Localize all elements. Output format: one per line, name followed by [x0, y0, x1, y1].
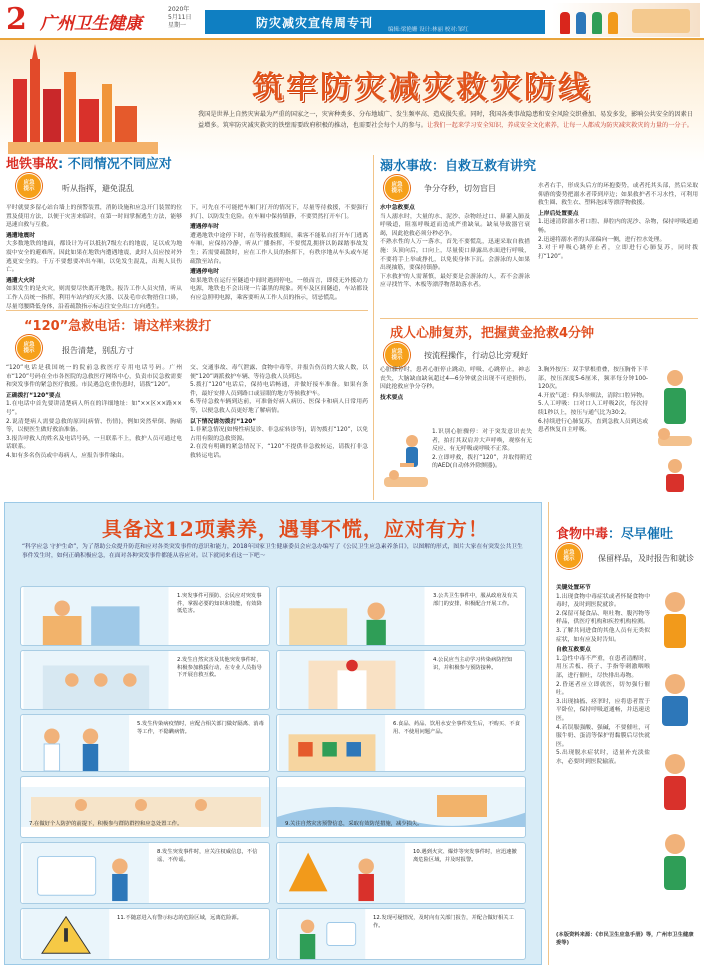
header-emblem — [552, 3, 700, 37]
drowning-p7: 3.对于呼吸心跳停止者，立即进行心肺复苏，同时拨打“120”。 — [538, 245, 698, 260]
subway-title-rest: : 不同情况不同应对 — [58, 157, 172, 172]
poster-card-12 — [276, 908, 526, 960]
emergency120-column-1 — [6, 364, 182, 461]
subway-column-2 — [190, 204, 368, 303]
emergency120-p6: 2.在没有明确的紧急情况下，“120”不提供非急救转运，请拨打非急救转运电话。 — [190, 444, 368, 459]
poster-card-11 — [20, 908, 270, 960]
poster-card-10 — [276, 842, 526, 904]
drowning-p2: 不熟水性的人万一落水，首先不要慌乱，迅速采取自救措施：头顶向后，口向上，尽量使口鼻露出水面进行呼吸，不要将手上举或挣扎，以免使身体下沉。会游泳的人如果出现抽筋，要保持镇静。 — [380, 239, 530, 272]
poster-intro: “科学应急 守护生命”，为了帮助公众提升防范和应对各类突发事件的意识和能力，2018年国家卫生健康委员会应急办编写了《公民卫生应急素养条目》，以图解的形式，图片大家在有突发公共卫生事件发生时，如何正确积极应急，在面对各种突发事件都能从容应对。以下就同来看这一下吧～ — [22, 544, 523, 559]
cpr-l6: 6.持续进行心肺复苏，直到急救人员到达或患者恢复自主呼吸。 — [538, 418, 648, 434]
poster-card-4 — [276, 650, 526, 710]
emergency120-l2: 2.说清楚病人需要急救的原因(病情、伤情)，例如突然晕倒、胸痛等，以便医生做好救治准备。 — [6, 418, 182, 434]
cpr-p1: 心脏骤停时，患者心脏停止跳动，呼吸、心跳停止，神志丧失，大脑缺血缺氧超过4—6分钟就会出现不可逆损伤，因此抢救应争分夺秒。 — [380, 367, 530, 391]
card-illustration-icon — [21, 651, 171, 709]
ambulance-icon — [632, 9, 690, 33]
drowning-title: 溺水事故：自救互救有讲究 — [380, 159, 537, 174]
food-h1: 关键处置环节 — [556, 585, 591, 591]
cpr-l5: 5.人工呼吸：口对口人工呼吸2次，每次持续1秒以上，按压与通气比为30:2。 — [538, 401, 648, 416]
emergency120-l4: 4.如有多名伤员或中毒病人，应报告事件缘由。 — [6, 452, 128, 459]
card-illustration-icon — [21, 843, 151, 903]
card-text-1: 1.突发事件可预防、公民应对突发事件，掌握必要的知识和技能，有效降低危害。 — [177, 593, 262, 614]
card-illustration-icon — [277, 909, 367, 959]
card-illustration-icon — [21, 715, 131, 771]
subway-title-red: 地铁事故 — [6, 157, 59, 172]
cpr-illustration — [384, 425, 428, 495]
intro-main: 我国是世界上自然灾害最为严重的国家之一，灾害种类多、分布地域广、发生频率高、造成损失重。同时，我国各类事故隐患和安全风险交织叠加、易发多发，影响公共安全的因素日益增多。筑牢防灾减灾救灾的铁壁需要政府积极的推动，也需要社会每个人的参与。 — [198, 111, 693, 129]
card-text-9: 9.关注自然灾害预警信息，采取有效防范措施，减少损失。 — [285, 821, 423, 827]
card-text-2: 2.发生自然灾害及其他突发事件时，积极参加救援行动，在专业人员指导下开展自救互救。 — [177, 657, 262, 678]
food-p8: 5.出现脱水症状时，适量补充淡盐水，必要时到医院输液。 — [556, 750, 650, 765]
food-p5: 2.昏迷者应立即就医，切勿强行催吐。 — [556, 681, 650, 697]
emergency120-h1: 正确拨打“120”要点 — [6, 392, 61, 399]
food-title — [556, 523, 673, 542]
subway-p6: 如果地铁在运行至隧道中间时遇到停电，一般而言，即使无外援动力电源，地铁也不会出现一片漆黑的现象。列车及区间隧道，车站都设有应急照明电源，乘客要听从工作人员的指示，切忌慌乱。 — [190, 277, 368, 301]
cpr-column-2 — [538, 366, 648, 435]
food-title-red: 食物中毒 — [556, 527, 609, 542]
subway-p5: 遭遇地铁中途停下时，在等待救援期间，乘客不能私自打开车门逃离车厢，应保持冷静，听从广播指挥，不要慌乱拥挤以防踩踏事故发生；若需要疏散时，应在工作人员的指挥下，有秩序地从车头或车尾疏散至站台。 — [190, 232, 368, 265]
cpr-steps-1 — [432, 428, 532, 471]
banner-intro — [198, 110, 696, 131]
card-illustration-icon — [277, 651, 427, 709]
card-text-11: 11.不随意进入有警示标志的危险区域，远离危险源。 — [117, 915, 242, 921]
subway-h1: 遇遭地震时 — [6, 232, 35, 239]
poster-card-7 — [20, 776, 270, 838]
drowning-p4: 水者右手，形成头后方的环抱姿势，或者托其头部，然后采取仰游的姿势把溺水者带到岸边；如果救护者不习水性，可利用救生圈、救生衣、塑料泡沫等漂浮物救援。 — [538, 183, 698, 207]
card-illustration-icon — [277, 843, 407, 903]
issue-year: 2020年 — [168, 6, 190, 13]
safety-tips-badge: 应急 提示 — [384, 175, 410, 201]
food-p6: 3.出现抽搐、痉挛时，应将患者置于平卧位，保持呼吸道通畅，并迅速送医。 — [556, 698, 650, 722]
subway-section-title — [6, 153, 172, 172]
food-p2: 2.保留可疑食品、呕吐物、腹泻物等样品，供医疗机构和疾控机构检测。 — [556, 610, 650, 626]
drowning-h1: 水中急救要点 — [380, 205, 415, 211]
safety-tips-badge: 应急 提示 — [16, 173, 42, 199]
emergency120-p1: “120”电话是我国统一的院前急救医疗专用电话号码。广州市“120”号码在全市各医院的急救医疗网络中心，负责市民急救需要和突发事件的紧急医疗救援。市民遇急危重伤患时，请拨“120”。 — [6, 365, 182, 389]
drowning-p1: 当人溺水时，大量的水、泥沙、杂物经过口、鼻灌入肺及呼吸道，阻塞呼吸道而造成严重缺氧。缺氧导致器官衰竭，因此抢救必须分秒必争。 — [380, 213, 530, 237]
food-title-rest: ：尽早催吐 — [608, 527, 674, 542]
safety-tips-badge: 应急 提示 — [16, 335, 42, 361]
card-illustration-icon — [21, 909, 111, 959]
cpr-l2: 2.立即呼救，拨打“120”，并取得附近的AED(自动体外除颤器)。 — [432, 454, 532, 470]
poster-card-6 — [276, 714, 526, 772]
subway-p4: 下，可先在不可能把车厢门打开的情况下，尽量等待救援，不要强行扒门、以防发生危险。在车厢中保持镇静，不要贸然打开车门。 — [190, 205, 368, 220]
issue-weekday: 星期一 — [168, 22, 187, 29]
poster-card-9 — [276, 776, 526, 838]
emergency120-l3: 3.报告呼救人的姓名及电话号码，一旦联系不上，救护人员可通过电话联系。 — [6, 435, 182, 451]
card-text-3: 3.公共卫生事件中，服从政府及有关部门的安排，积极配合开展工作。 — [433, 593, 518, 607]
cpr-l4: 4.开放气道：仰头举颏法，清除口腔异物。 — [538, 392, 648, 399]
drowning-p6: 2.迅速将溺水者的头部偏向一侧，进行控水处理。 — [538, 236, 666, 243]
person-figure-icon — [560, 12, 570, 34]
drowning-column-1 — [380, 204, 530, 290]
cpr-l1: 1.识别心脏骤停：对于突发意识丧失者，拍打其双肩并大声呼唤，观察有无反应、有无呼吸或呼吸不正常。 — [432, 429, 532, 453]
person-figure-icon — [576, 12, 586, 34]
drowning-h2: 上岸后处置要点 — [538, 210, 579, 217]
card-text-10: 10.遇到火灾、爆炸等突发事件时，应迅速撤离危险区域，并及时报警。 — [413, 849, 517, 863]
emergency120-p5: 1.非紧急情况(如慢性病复诊、非急症转诊等)，请勿拨打“120”，以免占用有限的急救资源。 — [190, 427, 368, 442]
card-illustration-icon — [277, 587, 427, 645]
emergency120-p2: 交、交通事故、毒气泄露、食物中毒等，并报告伤员的大致人数，以便“120”调派救护车辆、等待急救人员到达。 — [190, 365, 368, 380]
emergency120-column-2 — [190, 364, 368, 461]
emergency120-h2: 以下情况请勿拨打“120” — [190, 418, 257, 425]
section-divider — [380, 318, 698, 319]
drowning-column-2 — [538, 182, 698, 261]
emergency120-l1: 1.在电话中首先要讲清楚病人所在的详细地址：如“××区××路××号”。 — [6, 401, 182, 416]
food-tagline: 保留样品，及时报告和就诊 — [598, 554, 694, 563]
subway-p2: 大多数地铁的地面，都设计为可以抵抗7级左右的地震，足以成为地震中安全的避难所。因此如果在地铁内遭遇地震，此时人员应按对外逃更安全的。千万不要想要冲出车厢，以免发生混乱，出现人员伤亡。 — [6, 241, 182, 274]
drowning-p5: 1.迅速清除溺水者口腔、鼻腔内的泥沙、杂物，保持呼吸道通畅。 — [538, 219, 698, 234]
safety-tips-badge: 应急 提示 — [556, 543, 582, 569]
subway-p1: 平时就要多留心站台墙上的预警装置，消防设施和应急开门装置的位置及使用方法，以便于灾害来临时，在第一时间掌握逃生方法，能够迅速自救与互救。 — [6, 205, 182, 229]
column-divider — [373, 155, 374, 500]
section-divider — [6, 310, 368, 311]
banner-title: 筑牢防灾减灾救灾防线 — [252, 70, 592, 106]
cpr-tagline: 按流程操作，行动总比旁观好 — [424, 351, 528, 360]
subway-tagline: 听从指挥，避免混乱 — [62, 184, 134, 193]
issue-info — [168, 6, 191, 30]
card-text-6: 6.食品、药品、饮用水安全事件发生后，不购买、不食用、不使用问题产品。 — [393, 721, 520, 735]
card-text-7: 7.在做好个人防护的前提下，积极参与群防群控和应急处置工作。 — [29, 821, 183, 827]
subway-h4: 遭遇停电时 — [190, 269, 219, 276]
safety-tips-badge: 应急 提示 — [384, 342, 410, 368]
cpr-column-1 — [380, 366, 530, 402]
poster-title: 具备这12项素养，遇事不慌，应对有方！ — [102, 517, 489, 541]
card-text-8: 8.发生突发事件时，应关注权威信息，不信谣、不传谣。 — [157, 849, 258, 863]
poster-card-3 — [276, 586, 526, 646]
subway-h2: 遇遭大火时 — [6, 277, 35, 284]
card-illustration-icon — [21, 587, 171, 645]
card-text-4: 4.公民应当主动学习传染病防控知识，并积极参与预防接种。 — [433, 657, 513, 671]
subway-h3: 遭遇停车时 — [190, 224, 219, 231]
card-text-5: 5.发生传染病疫情时，应配合相关部门做好隔离、消毒等工作，不隐瞒病情。 — [137, 721, 264, 735]
emergency120-p4: 6.等待急救车辆到达前，可准备好病人病历、医保卡和病人日常用药等，以便急救人员更好地了解病情。 — [190, 399, 368, 414]
drowning-tagline: 争分夺秒，切勿盲目 — [424, 184, 496, 193]
food-p1: 1.出现食物中毒症状或者怀疑食物中毒时，及时到医院就诊。 — [556, 593, 650, 609]
poster-card-2 — [20, 650, 270, 710]
subway-p3: 如果发生的是火灾，则需要尽快离开地铁。报告工作人员灾情，听从工作人员统一指挥，利用车站内的灭火器、以及毛巾衣物捂住口鼻，尽量弯腰降低身体，沿着疏散指示标志往安全出口方向逃生。 — [6, 286, 182, 310]
rescuer-illustration — [652, 366, 698, 494]
food-column-text — [556, 584, 650, 766]
poster-card-8 — [20, 842, 270, 904]
emergency120-p3: 5.拨打“120”电话后，保持电话畅通，并做好接车准备。如果有条件，最好安排人员到路口或显眼的地方等候救护车。 — [190, 382, 368, 397]
emergency120-tagline: 报告清楚，别乱方寸 — [62, 346, 134, 355]
food-p4: 1.急性中毒不严重，在患者清醒时，用压舌板、筷子、手指等刺激咽喉部，进行催吐，尽快排出毒物。 — [556, 655, 650, 679]
drowning-p3: 下水救护的人需谨慎，最好要是会游泳的人，若不会游泳应寻找竹竿、木板等漂浮物帮助落水者。 — [380, 273, 530, 289]
subway-column-1 — [6, 204, 182, 311]
cpr-title: 成人心肺复苏，把握黄金抢救4分钟 — [390, 326, 595, 341]
person-figure-icon — [608, 12, 618, 34]
issue-date: 5月11日 — [168, 14, 192, 21]
city-skyline-illustration — [8, 44, 158, 154]
food-illustrations — [652, 588, 698, 918]
cpr-h1: 技术要点 — [380, 394, 404, 401]
column-title: 防灾减灾宣传周专刊 — [256, 16, 374, 30]
page-number: 2 — [6, 2, 27, 37]
poster-card-5 — [20, 714, 270, 772]
paper-name: 广州卫生健康 — [40, 14, 142, 34]
source-credit: (本版资料来源：《市民卫生应急手册》等，广州市卫生健康委等) — [556, 932, 694, 946]
person-figure-icon — [592, 12, 602, 34]
card-text-12: 12.发现可疑情况，及时向有关部门报告，并配合做好相关工作。 — [373, 915, 514, 929]
food-p7: 4.若误服强酸、强碱，不要催吐，可服牛奶、蛋清等保护胃黏膜后尽快就医。 — [556, 724, 650, 748]
cpr-l3: 3.胸外按压：双手掌根重叠，按压胸骨下半部，按压深度5-6厘米，频率每分钟100-120次。 — [538, 367, 648, 391]
poster-card-1 — [20, 586, 270, 646]
card-illustration-icon — [277, 715, 387, 771]
emergency120-title: “120”急救电话：请这样来拨打 — [24, 319, 212, 334]
editor-line: 编辑:梁艳姗 设计:林丽 校对:邹红 — [388, 27, 469, 33]
food-p3: 3.了解共同进食的其他人员有无类似症状，如有应及时告知。 — [556, 627, 650, 643]
food-h2: 自救互救要点 — [556, 647, 591, 654]
intro-highlight: 让我们一起来学习安全知识，养成安全文化素养，让每一人都成为防灾减灾救灾的力量的一分子。 — [426, 121, 693, 129]
